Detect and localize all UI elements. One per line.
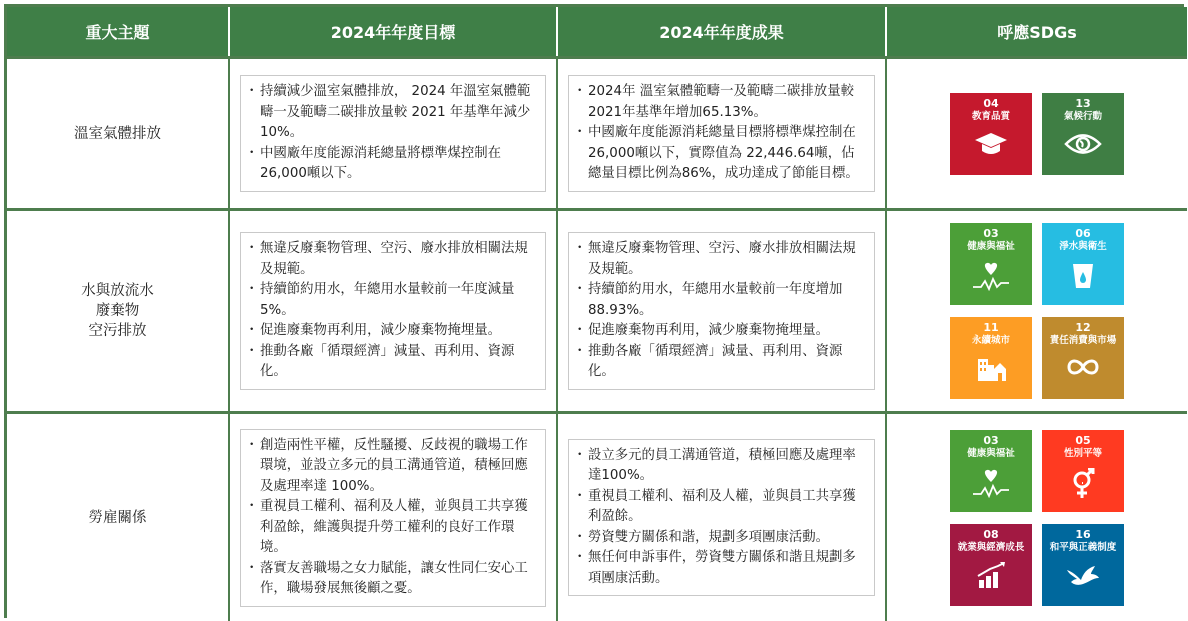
goals-list: [249, 82, 537, 185]
header-sdgs: 呼應SDGs: [887, 7, 1187, 56]
goals-cell: [230, 411, 558, 621]
sdg-number: 04: [983, 96, 999, 110]
sdg-name: 責任消費與市場: [1049, 335, 1117, 346]
sdg-13-tile: [1042, 93, 1124, 175]
bullet-item: ・ 重視員工權利、福利及人權，並與員工共享獲利盈餘。: [577, 487, 866, 528]
sdg-05-tile: [1042, 430, 1124, 512]
topic-label: 空污排放: [88, 323, 147, 339]
goals-box: [240, 75, 546, 192]
bullet-item: ・ 推動各廠「循環經濟」減量、再利用、資源化。: [577, 342, 866, 383]
sdg-number: 03: [983, 227, 999, 240]
sdg-06-tile: [1042, 223, 1124, 305]
goals-list: [249, 239, 537, 383]
goals-box: [240, 232, 546, 390]
header-topic: 重大主題: [7, 7, 230, 56]
bullet-item: ・ 創造兩性平權，反性騷擾、反歧視的職場工作環境，並設立多元的員工溝通管道，積極回應及處理率達 100%。: [249, 436, 537, 498]
topic-label: 勞雇關係: [88, 509, 147, 526]
infinity-icon: [1063, 347, 1103, 383]
bullet-item: ・ 無違反廢棄物管理、空污、廢水排放相關法規及規範。: [249, 239, 537, 280]
bullet-item: ・ 無違反廢棄物管理、空污、廢水排放相關法規及規範。: [577, 239, 866, 280]
bullet-item: ・ 持續節約用水，年總用水量較前一年度增加 88.93%。: [577, 280, 866, 321]
graduation-cap-icon: [974, 123, 1008, 161]
eye-globe-icon: [1064, 123, 1102, 161]
sdg-grid: [950, 430, 1124, 606]
sdg-grid: [950, 223, 1124, 399]
results-cell: [558, 208, 887, 411]
topic-label: 廢棄物: [95, 303, 140, 319]
topic-label: 溫室氣體排放: [74, 125, 161, 142]
goals-list: [249, 436, 537, 600]
sdg-name: 健康與福祉: [967, 241, 1015, 252]
bullet-item: ・ 持續減少溫室氣體排放， 2024 年溫室氣體範疇一及範疇二碳排放量較 2021 年基準年減少10%。: [249, 82, 537, 144]
bullet-item: ・ 設立多元的員工溝通管道，積極回應及處理率達100%。: [577, 446, 866, 487]
results-box: [568, 232, 875, 390]
results-cell: [558, 411, 887, 621]
sdg-grid: [950, 93, 1124, 175]
sdg-16-tile: [1042, 524, 1124, 606]
results-list: [577, 82, 866, 185]
bullet-item: ・ 落實友善職場之女力賦能，讓女性同仁安心工作，職場發展無後顧之憂。: [249, 559, 537, 600]
bullet-item: ・ 中國廠年度能源消耗總量目標將標準煤控制在26,000噸以下，實際值為 22,446.64噸，佔總量目標比例為86%，成功達成了節能目標。: [577, 123, 866, 185]
sdg-name: 淨水與衛生: [1059, 241, 1107, 252]
heart-pulse-icon: [971, 460, 1011, 502]
topic-cell: [7, 208, 230, 411]
bullet-item: ・ 重視員工權利、福利及人權，並與員工共享獲利盈餘，維護與提升勞工權利的良好工作環境。: [249, 497, 537, 559]
sdgs-cell: [887, 208, 1187, 411]
sdg-12-tile: [1042, 317, 1124, 399]
results-box: [568, 75, 875, 192]
dove-icon: [1065, 554, 1101, 592]
sdg-name: 健康與福祉: [967, 447, 1015, 459]
sdg-number: 03: [983, 433, 999, 447]
sdg-number: 08: [983, 527, 999, 541]
bullet-item: ・ 促進廢棄物再利用，減少廢棄物掩埋量。: [577, 321, 866, 342]
sdg-number: 12: [1075, 321, 1091, 334]
results-list: [577, 446, 866, 590]
sdg-name: 氣候行動: [1063, 110, 1102, 122]
goals-box: [240, 429, 546, 607]
growth-chart-icon: [976, 554, 1006, 594]
sdg-name: 教育品質: [971, 110, 1010, 122]
heart-pulse-icon: [971, 253, 1011, 295]
sdg-11-tile: [950, 317, 1032, 399]
sdg-name: 和平與正義制度: [1049, 541, 1117, 553]
sdg-name: 永續城市: [971, 335, 1010, 346]
results-cell: [558, 56, 887, 208]
sdgs-cell: [887, 56, 1187, 208]
sdg-number: 13: [1075, 96, 1091, 110]
goals-cell: [230, 56, 558, 208]
sdgs-cell: [887, 411, 1187, 621]
sdg-08-tile: [950, 524, 1032, 606]
sdg-name: 性別平等: [1063, 447, 1102, 459]
city-icon: [976, 347, 1006, 387]
bullet-item: ・ 2024年 溫室氣體範疇一及範疇二碳排放量較2021年基準年增加65.13%。: [577, 82, 866, 123]
sdg-04-tile: [950, 93, 1032, 175]
sustainability-table: [4, 4, 1184, 618]
header-results: 2024年年度成果: [558, 7, 887, 56]
header-goals: 2024年年度目標: [230, 7, 558, 56]
topic-label: 水與放流水: [81, 283, 154, 299]
sdg-03-tile: [950, 223, 1032, 305]
sdg-03-tile: [950, 430, 1032, 512]
sdg-number: 06: [1075, 227, 1091, 240]
sdg-number: 16: [1075, 527, 1091, 541]
bullet-item: ・ 中國廠年度能源消耗總量將標準煤控制在26,000噸以下。: [249, 144, 537, 185]
bullet-item: ・ 推動各廠「循環經濟」減量、再利用、資源化。: [249, 342, 537, 383]
sdg-number: 11: [983, 321, 999, 334]
water-glass-icon: [1069, 253, 1097, 295]
bullet-item: ・ 勞資雙方關係和諧，規劃多項團康活動。: [577, 528, 866, 549]
bullet-item: ・ 持續節約用水，年總用水量較前一年度減量5%。: [249, 280, 537, 321]
topic-cell: [7, 411, 230, 621]
sdg-name: 就業與經濟成長: [957, 541, 1025, 553]
bullet-item: ・ 無任何申訴事件，勞資雙方關係和諧且規劃多項團康活動。: [577, 548, 866, 589]
results-list: [577, 239, 866, 383]
sdg-number: 05: [1075, 433, 1091, 447]
gender-icon: [1070, 460, 1096, 504]
goals-cell: [230, 208, 558, 411]
topic-cell: [7, 56, 230, 208]
bullet-item: ・ 促進廢棄物再利用，減少廢棄物掩埋量。: [249, 321, 537, 342]
results-box: [568, 439, 875, 597]
